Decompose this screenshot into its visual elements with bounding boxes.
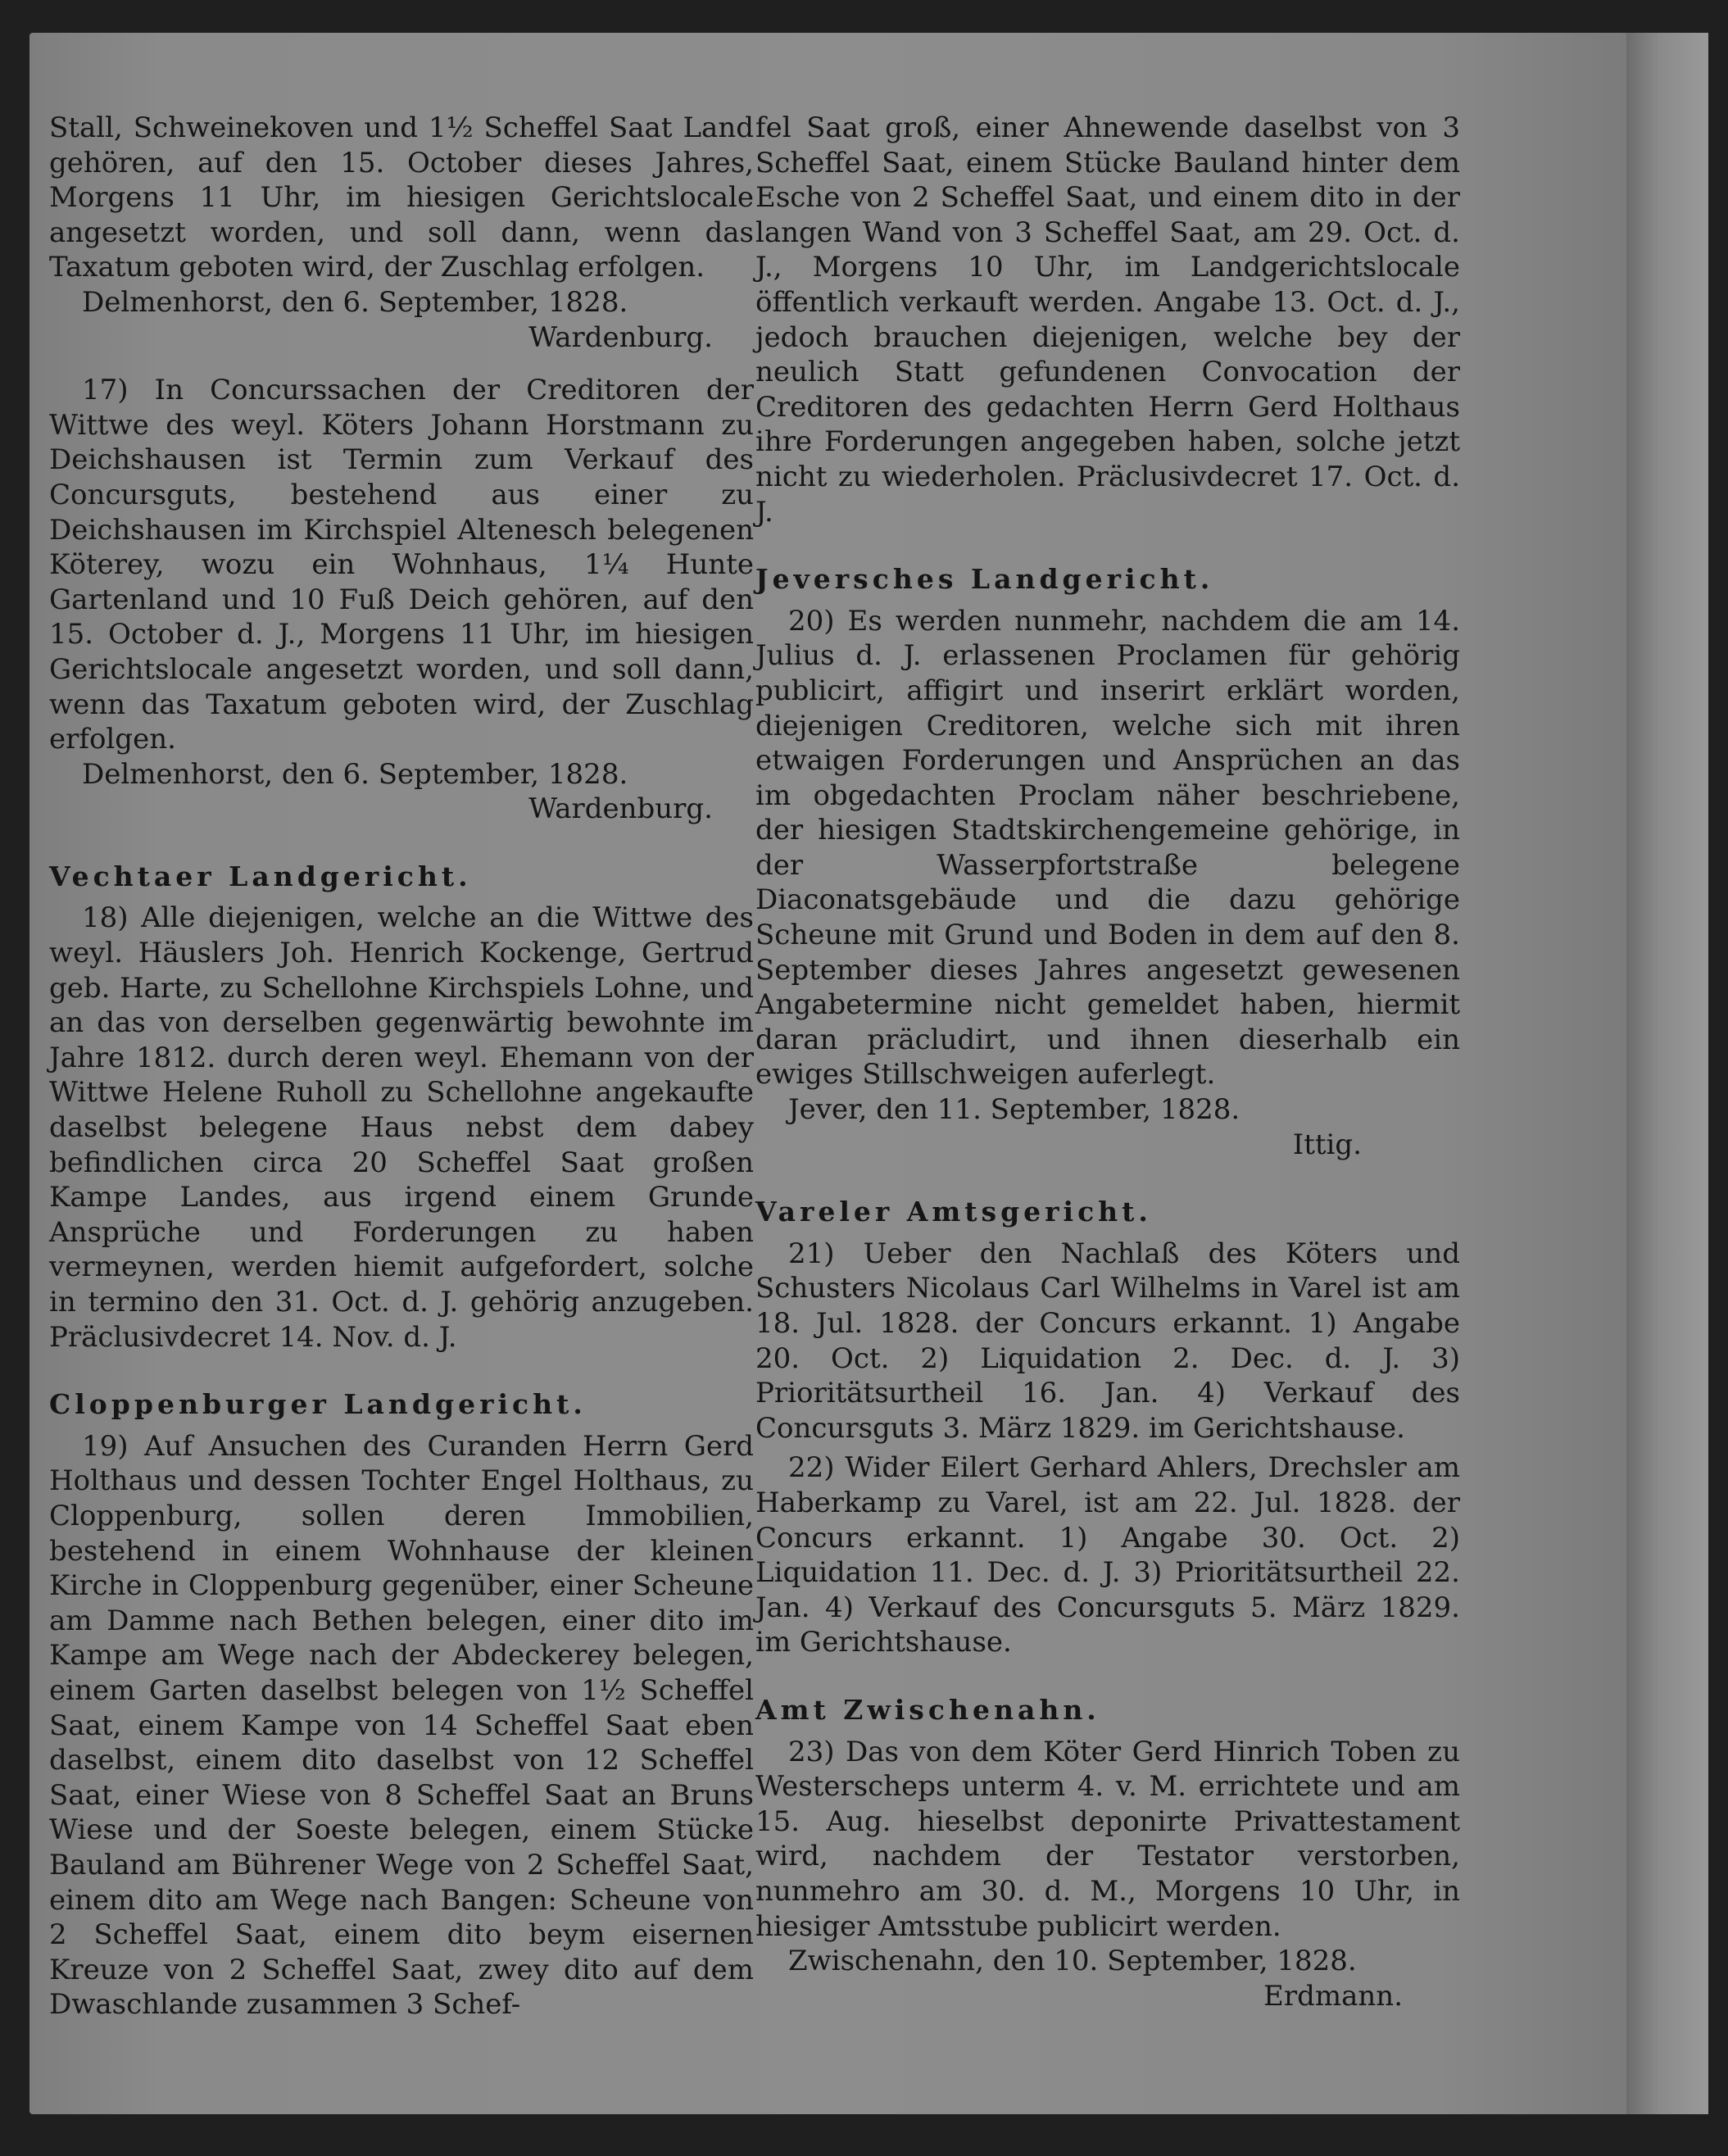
notice-23-date: Zwischenahn, den 10. September, 1828.: [788, 1945, 1357, 1978]
notice-23: 23) Das von dem Köter Gerd Hinrich Toben zu Westerscheps unterm 4. v. M. errichtete und am 15. Aug. hieselbst deponirte Privattestament wird, nachdem der Testator verstorben, nunmehro am 30. d. M., Morgens 10 Uhr, in hiesiger Amtsstube publicirt werden.: [755, 1735, 1460, 1943]
page-edge: [1626, 33, 1708, 2114]
left-column: [49, 111, 754, 2022]
notice-16-date: Delmenhorst, den 6. September, 1828.: [82, 285, 628, 319]
notice-16-signature: Wardenburg.: [528, 320, 713, 354]
notice-17-signature: Wardenburg.: [528, 792, 713, 826]
notice-20-signature: Ittig.: [1292, 1128, 1362, 1161]
heading-zwischenahn: Amt Zwischenahn.: [755, 1693, 1100, 1726]
notice-22: 22) Wider Eilert Gerhard Ahlers, Drechsler am Haberkamp zu Varel, ist am 22. Jul. 1828. der Concurs erkannt. 1) Angabe 30. Oct. 2) Liquidation 11. Dec. d. J. 3) Prioritätsurtheil 22. Jan. 4) Verkauf des Concursguts 5. März 1829. im Gerichtshause.: [755, 1451, 1460, 1659]
notice-23-signature: Erdmann.: [1263, 1979, 1403, 2013]
right-column: [755, 111, 1460, 2013]
notice-18: 18) Alle diejenigen, welche an die Wittwe des weyl. Häuslers Joh. Henrich Kockenge, Gertrud geb. Harte, zu Schellohne Kirchspiels Lohne, und an das von derselben gegenwärtig bewohnte im Jahre 1812. durch deren weyl. Ehemann von der Wittwe Helene Ruholl zu Schellohne angekaufte daselbst belegene Haus nebst dem dabey befindlichen circa 20 Scheffel Saat großen Kampe Landes, aus irgend einem Grunde Ansprüche und Forderungen zu haben vermeynen, werden hiemit aufgefordert, solche in termino den 31. Oct. d. J. gehörig anzugeben. Präclusivdecret 14. Nov. d. J.: [49, 901, 754, 1354]
notice-19-continued: fel Saat groß, einer Ahnewende daselbst von 3 Scheffel Saat, einem Stücke Bauland hinter dem Esche von 2 Scheffel Saat, und einem dito in der langen Wand von 3 Scheffel Saat, am 29. Oct. d. J., Morgens 10 Uhr, im Landgerichtslocale öffentlich verkauft werden. Angabe 13. Oct. d. J., jedoch brauchen diejenigen, welche bey der neulich Statt gefundenen Convocation der Creditoren des gedachten Herrn Gerd Holthaus ihre Forderungen angegeben haben, solche jetzt nicht zu wiederholen. Präclusivdecret 17. Oct. d. J.: [755, 111, 1460, 529]
notice-17: 17) In Concurssachen der Creditoren der Wittwe des weyl. Köters Johann Horstmann zu Deichshausen ist Termin zum Verkauf des Concursguts, bestehend aus einer zu Deichshausen im Kirchspiel Altenesch belegenen Köterey, wozu ein Wohnhaus, 1¼ Hunte Gartenland und 10 Fuß Deich gehören, auf den 15. October d. J., Morgens 11 Uhr, im hiesigen Gerichtslocale angesetzt worden, und soll dann, wenn das Taxatum geboten wird, der Zuschlag erfolgen.: [49, 374, 754, 756]
notice-21: 21) Ueber den Nachlaß des Köters und Schusters Nicolaus Carl Wilhelms in Varel ist am 18. Jul. 1828. der Concurs erkannt. 1) Angabe 20. Oct. 2) Liquidation 2. Dec. d. J. 3) Prioritätsurtheil 16. Jan. 4) Verkauf des Concursguts 3. März 1829. im Gerichtshause.: [755, 1237, 1460, 1445]
notice-17-date: Delmenhorst, den 6. September, 1828.: [82, 757, 628, 791]
heading-vechta: Vechtaer Landgericht.: [49, 860, 472, 892]
notice-16-continued: Stall, Schweinekoven und 1½ Scheffel Saat Land gehören, auf den 15. October dieses Jahres, Morgens 11 Uhr, im hiesigen Gerichtslocale angesetzt worden, und soll dann, wenn das Taxatum geboten wird, der Zuschlag erfolgen.: [49, 111, 754, 284]
notice-19: 19) Auf Ansuchen des Curanden Herrn Gerd Holthaus und dessen Tochter Engel Holthaus, zu Cloppenburg, sollen deren Immobilien, bestehend in einem Wohnhause der kleinen Kirche in Cloppenburg gegenüber, einer Scheune am Damme nach Bethen belegen, einer dito im Kampe am Wege nach der Abdeckerey belegen, einem Garten daselbst belegen von 1½ Scheffel Saat, einem Kampe von 14 Scheffel Saat eben daselbst, einem dito daselbst von 12 Scheffel Saat, einer Wiese von 8 Scheffel Saat an Bruns Wiese und der Soeste belegen, einem Stücke Bauland am Bührener Wege von 2 Scheffel Saat, einem dito am Wege nach Bangen: Scheune von 2 Scheffel Saat, einem dito beym eisernen Kreuze von 2 Scheffel Saat, zwey dito auf dem Dwaschlande zusammen 3 Schef-: [49, 1429, 754, 2022]
heading-jever: Jeversches Landgericht.: [755, 563, 1214, 596]
notice-20: 20) Es werden nunmehr, nachdem die am 14. Julius d. J. erlassenen Proclamen für gehörig publicirt, affigirt und inserirt erklärt worden, diejenigen Creditoren, welche sich mit ihren etwaigen Forderungen und Ansprüchen an das im obgedachten Proclam näher beschriebene, der hiesigen Stadtskirchengemeine gehörige, in der Wasserpfortstraße belegene Diaconatsgebäude und die dazu gehörige Scheune mit Grund und Boden in dem auf den 8. September dieses Jahres angesetzt gewesenen Angabetermine nicht gemeldet haben, hiermit daran präcludirt, und ihnen dieserhalb ein ewiges Stillschweigen auferlegt.: [755, 604, 1460, 1092]
heading-cloppenburg: Cloppenburger Landgericht.: [49, 1388, 587, 1421]
notice-20-date: Jever, den 11. September, 1828.: [788, 1093, 1240, 1127]
heading-varel: Vareler Amtsgericht.: [755, 1196, 1152, 1228]
